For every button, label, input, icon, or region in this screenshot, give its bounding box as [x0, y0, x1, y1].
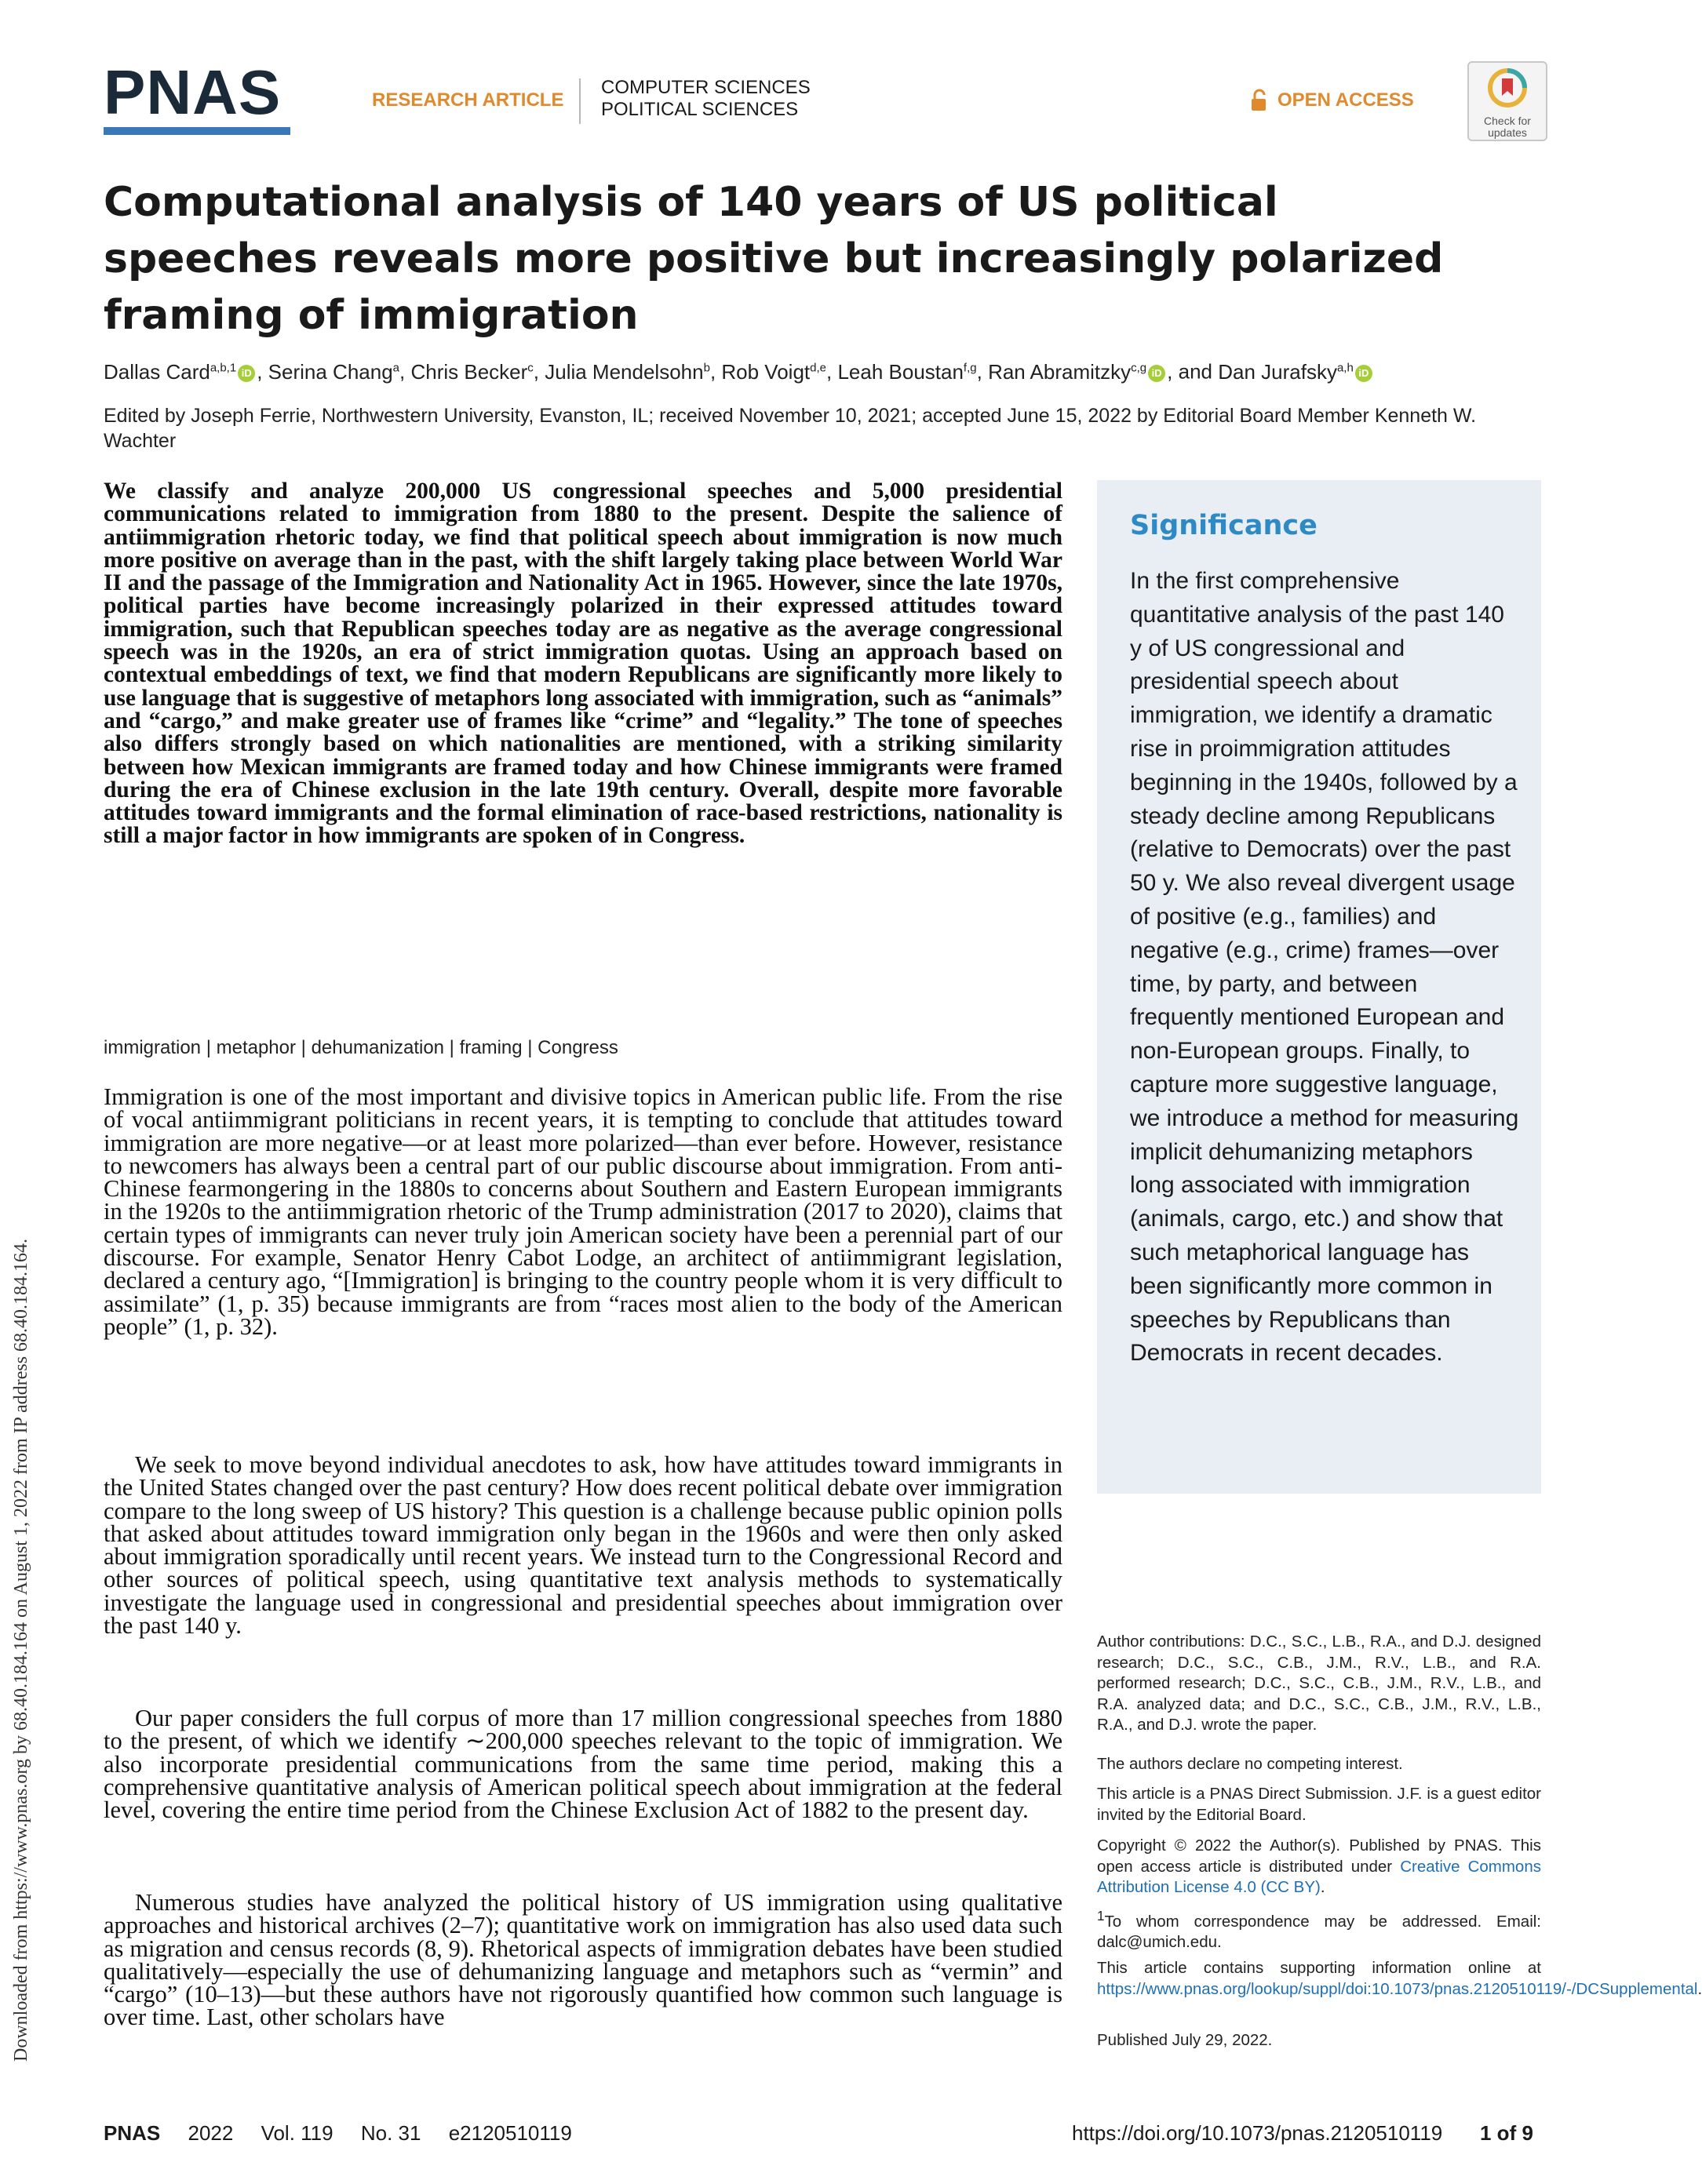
open-lock-icon — [1251, 89, 1268, 111]
orcid-icon[interactable]: iD — [1355, 365, 1372, 382]
body-paragraph-3: Our paper considers the full corpus of more than 17 million congressional speeches from 1880 to the present, of which we identify ∼200,000 speeches relevant to the topic of immigration. We also incorporate presidential communications from the same time period, making this a comprehensive quantitative analysis of American political speech about immigration at the federal level, covering the entire time period from the Chinese Exclusion Act of 1882 to the present day. — [104, 1705, 1062, 1824]
author-link[interactable]: Serina Chang$^a$ — [268, 359, 399, 384]
body-paragraph-4: Numerous studies have analyzed the political history of US immigration using qualitative approaches and historical archives (2–7); quantitative work on immigration has also used data such as migration and census records (8, 9). Rhetorical aspects of immigration debates have been studied qualitatively—especially the use of dehumanizing language and metaphors such as “vermin” and “cargo” (10–13)—but these authors have not rigorously quantified how common such language is over time. Last, other scholars have — [104, 1889, 1062, 2031]
pnas-logo[interactable] — [104, 57, 292, 136]
open-access-badge — [1251, 89, 1414, 111]
authors-and: and — [1178, 359, 1212, 384]
author-link[interactable]: Ran Abramitzky$^{c,g}$ — [988, 359, 1147, 384]
author-link[interactable]: Rob Voigt$^{d,e}$ — [721, 359, 826, 384]
orcid-icon[interactable]: iD — [1148, 365, 1165, 382]
open-access-label: OPEN ACCESS — [1277, 89, 1414, 111]
article-title: Computational analysis of 140 years of US political speeches reveals more positive but increasingly polarized framing of immigration — [104, 179, 1444, 339]
published-date: Published July 29, 2022. — [1097, 2031, 1273, 2049]
supporting-info-note: This article contains supporting information online at https://www.pnas.org/lookup/suppl/doi:10.1073/pnas.2120510119/-/DCSupplemental. — [1097, 1959, 1702, 1998]
check-updates-line1: Check for — [1484, 115, 1531, 127]
author-link[interactable]: Dan Jurafsky$^{a,h}$ — [1218, 359, 1354, 384]
author-list: Dallas Card$^{a,b,1}$ iD , Serina Chang$^a$, Chris Becker$^c$, Julia Mendelsohn$^b$, Rob Voigt$^{d,e}$, Leah Boustan$^{f,g}$, Ran Abramitzky$^{c,g}$ iD , and Dan Jurafsky$^{a,h}$ iD — [104, 355, 1532, 385]
author-link[interactable]: Chris Becker$^c$ — [410, 359, 534, 384]
license-link[interactable]: Creative Commons Attribution License 4.0 (CC BY) — [1097, 1857, 1541, 1896]
footer-volume: Vol. 119 — [261, 2121, 333, 2145]
footer-year: 2022 — [188, 2121, 234, 2145]
download-watermark: Downloaded from https://www.pnas.org by 68.40.184.164 on August 1, 2022 from IP address 68.40.184.164. — [11, 1238, 31, 2062]
body-paragraph-2: We seek to move beyond individual anecdotes to ask, how have attitudes toward immigrants in the United States changed over the past century? How does recent political debate over immigration compare to the long sweep of US history? This question is a challenge because public opinion polls that asked about attitudes toward immigration only began in the 1960s and were then only asked about immigration sporadically until recent years. We instead turn to the Congressional Record and other sources of political speech, using quantitative text analysis methods to systematically investigate the language used in congressional and presidential speeches about immigration over the past 140 y. — [104, 1451, 1062, 1640]
footer-article-id: e2120510119 — [448, 2121, 572, 2145]
significance-text: In the first comprehensive quantitative analysis of the past 140 y of US congressional and presidential speech about immigration, we identify a dramatic rise in proimmigration attitudes beginning in the 1940s, followed by a steady decline among Republicans (relative to Democrats) over the past 50 y. We also reveal divergent usage of positive (e.g., families) and negative (e.g., crime) frames—over time, by party, and between frequently mentioned European and non-European groups. Finally, to capture more suggestive language, we introduce a method for measuring implicit dehumanizing metaphors long associated with immigration (animals, cargo, etc.) and show that such metaphorical language has been significantly more common in speeches by Republicans than Democrats in recent decades. — [1130, 568, 1519, 1367]
author-link[interactable]: Dallas Card$^{a,b,1}$ — [104, 359, 237, 384]
copyright-note: Copyright © 2022 the Author(s). Published by PNAS. This open access article is distributed under Creative Commons Attribution License 4.0 (CC BY). — [1097, 1836, 1541, 1896]
subject-political-sciences[interactable]: POLITICAL SCIENCES — [601, 99, 799, 120]
abstract: We classify and analyze 200,000 US congressional speeches and 5,000 presidential communications related to immigration from 1880 to the present. Despite the salience of antiimmigration rhetoric today, we find that political speech about immigration is now much more positive on average than in the past, with the shift largely taking place between World War II and the passage of the Immigration and Nationality Act in 1965. However, since the late 1970s, political parties have become increasingly polarized in their expressed attitudes toward immigration, such that Republican speeches today are as negative as the average congressional speech was in the 1920s, an era of strict immigration quotas. Using an approach based on contextual embeddings of text, we find that modern Republicans are significantly more likely to use language that is suggestive of metaphors long associated with immigration, such as “animals” and “cargo,” and make greater use of frames like “crime” and “legality.” The tone of speeches also differs strongly based on which nationalities are mentioned, with a striking similarity between how Mexican immigrants are framed today and how Chinese immigrants were framed during the era of Chinese exclusion in the late 19th century. Overall, despite more favorable attitudes toward immigrants and the formal elimination of race-based restrictions, nationality is still a major factor in how immigrants are spoken of in Congress. — [104, 479, 1062, 849]
header-divider — [579, 78, 581, 124]
check-for-updates-button[interactable] — [1467, 61, 1547, 141]
author-contributions: Author contributions: D.C., S.C., L.B., R.A., and D.J. designed research; D.C., S.C., C.B., J.M., R.V., L.B., and R.A. performed research; D.C., S.C., C.B., J.M., R.V., L.B., and R.A. analyzed data; and D.C., S.C., C.B., J.M., R.V., L.B., R.A., and D.J. wrote the paper. — [1097, 1633, 1541, 1734]
author-link[interactable]: Leah Boustan$^{f,g}$ — [837, 359, 977, 384]
subject-computer-sciences[interactable]: COMPUTER SCIENCES — [601, 77, 811, 98]
keywords: immigration | metaphor | dehumanization | framing | Congress — [104, 1037, 618, 1058]
orcid-icon[interactable]: iD — [238, 365, 255, 382]
check-updates-line2: updates — [1488, 126, 1527, 139]
crossmark-icon — [1485, 66, 1529, 110]
direct-submission-note: This article is a PNAS Direct Submission. J.F. is a guest editor invited by the Editorial Board. — [1097, 1785, 1541, 1824]
significance-title: Significance — [1130, 510, 1318, 541]
article-type-label: RESEARCH ARTICLE — [372, 89, 564, 111]
edited-by-note: Edited by Joseph Ferrie, Northwestern University, Evanston, IL; received November 10, 2021; accepted June 15, 2022 by Editorial Board Member Kenneth W. Wachter — [104, 405, 1477, 452]
body-paragraph-1: Immigration is one of the most important and divisive topics in American public life. From the rise of vocal antiimmigrant politicians in recent years, it is tempting to conclude that attitudes toward immigration are more negative—or at least more polarized—than ever before. However, resistance to newcomers has always been a central part of our public discourse about immigration. From anti-Chinese fearmongering in the 1880s to concerns about Southern and Eastern European immigrants in the 1920s to the antiimmigration rhetoric of the Trump administration (2017 to 2020), claims that certain types of immigrants can never truly join American society have been a perennial part of our discourse. For example, Senator Henry Cabot Lodge, an architect of antiimmigrant legislation, declared a century ago, “[Immigration] is bringing to the country people whom it is very difficult to assimilate” (1, p. 35) because immigrants are from “races most alien to the body of the American people” (1, p. 32). — [104, 1083, 1062, 1340]
correspondence-note: $^1$To whom correspondence may be addressed. Email: dalc@umich.edu. — [1097, 1909, 1541, 1952]
footer-doi-link[interactable]: https://doi.org/10.1073/pnas.2120510119 — [1072, 2121, 1443, 2145]
footer-page-number: 1 of 9 — [1480, 2121, 1533, 2145]
footer-number: No. 31 — [360, 2121, 421, 2145]
pnas-logo-text: PNAS — [104, 57, 282, 127]
footer-citation — [104, 2121, 594, 2146]
pnas-logo-bar — [104, 127, 290, 135]
supplemental-link[interactable]: https://www.pnas.org/lookup/suppl/doi:10.1073/pnas.2120510119/-/DCSupplemental — [1097, 1979, 1698, 1998]
author-link[interactable]: Julia Mendelsohn$^b$ — [545, 359, 710, 384]
competing-interest: The authors declare no competing interest. — [1097, 1755, 1403, 1773]
subject-categories — [601, 77, 811, 121]
footer-journal: PNAS — [104, 2121, 161, 2145]
